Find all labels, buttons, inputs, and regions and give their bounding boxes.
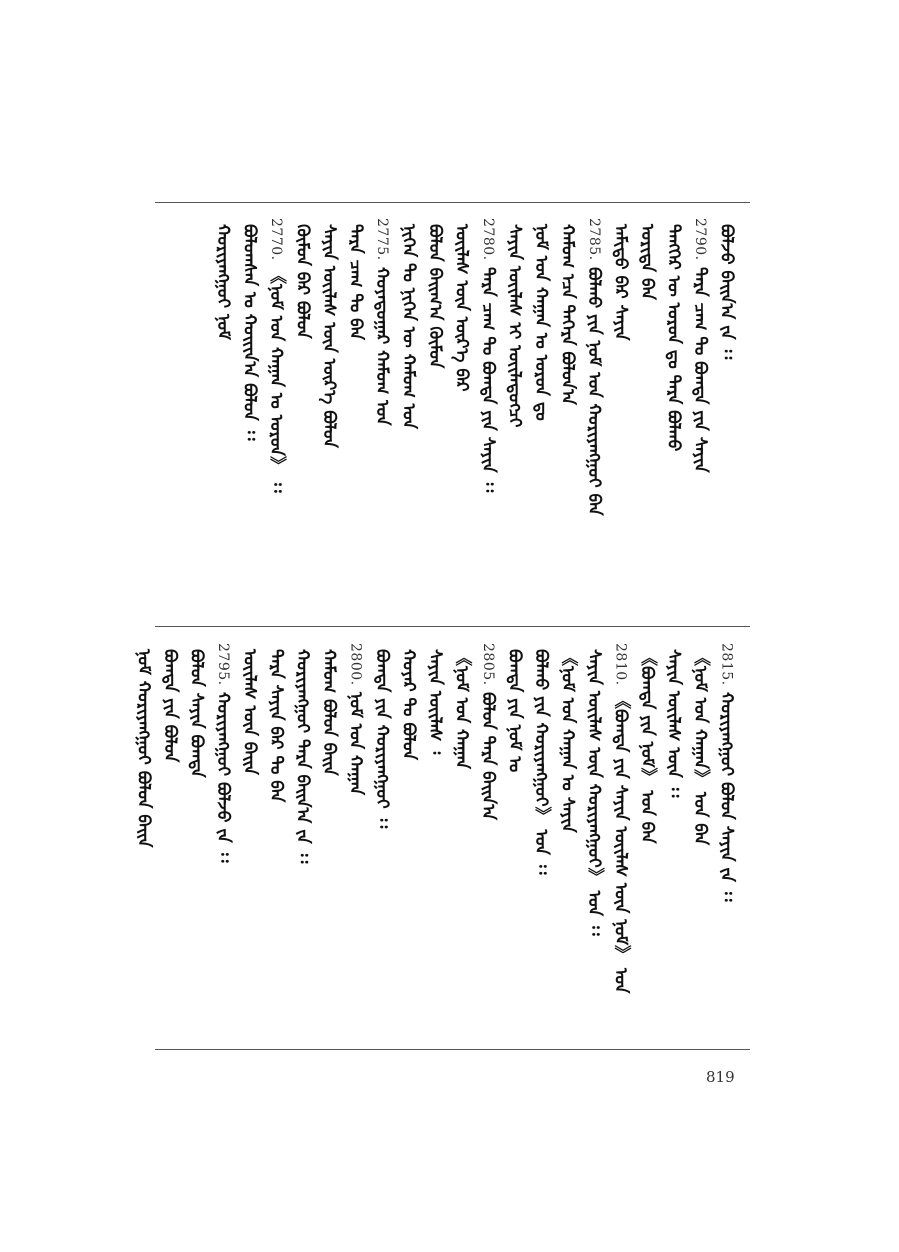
- verse-block-lower: [133, 643, 740, 1043]
- verse-column: [316, 218, 342, 448]
- line-number: 2805.: [480, 643, 496, 686]
- verse-text: ᠪᠣᠭᠳᠠ ᠶᠢᠨ ᠨᠣᠮ ᠤ: [504, 649, 525, 773]
- verse-column: [369, 643, 395, 828]
- verse-column: [581, 218, 607, 515]
- verse-text: ᠬᠣᠷᠢᠶᠠᠩᠭᠤᠢ ᠪᠣᠯᠵᠤ ᠵᠡ ᠄᠄: [213, 691, 233, 863]
- verse-column: [528, 643, 554, 875]
- verse-text: ᠰᠠᠶᠢᠨ ᠦᠢᠯᠡᠰ ᠦᠨ ᠦᠷ᠎ᠡ ᠪᠣᠯᠤᠨ: [319, 224, 339, 448]
- verse-column: [608, 218, 634, 341]
- verse-column: [422, 218, 448, 368]
- bottom-rule: [155, 1049, 750, 1050]
- verse-column: [502, 218, 528, 427]
- verse-column: [475, 643, 501, 820]
- verse-text: ᠪᠣᠯᠤᠨ ᠲᠡᠷᠡ ᠪᠠᠢᠨ᠎ᠠ: [478, 691, 498, 820]
- verse-column: [422, 643, 448, 754]
- verse-text: 《ᠨᠣᠮ ᠤᠨ ᠬᠠᠭᠠᠨ ᠤ ᠣᠷᠣᠨ》 ᠄᠄: [266, 266, 286, 493]
- line-number: 2810.: [612, 643, 629, 686]
- verse-text: ᠦᠢᠯᠡᠰ ᠦᠨ ᠪᠠᠢᠨ: [239, 649, 260, 775]
- line-number: 2775.: [374, 218, 390, 261]
- verse-text: 《ᠨᠣᠮ ᠤᠨ ᠬᠠᠭᠠᠨ: [451, 649, 472, 770]
- verse-text: ᠪᠣᠯᠬᠤ ᠶᠢᠨ ᠬᠤᠷᠢᠶᠠᠩᠭᠤᠢ》 ᠤᠨ ᠄᠄: [531, 649, 551, 875]
- verse-text: 《ᠨᠣᠮ ᠤᠨ ᠬᠠᠭᠠᠨ ᠤ ᠰᠠᠶᠢᠨ: [557, 649, 578, 833]
- verse-column: [581, 643, 607, 936]
- verse-text: ᠲᠡᠷᠡ ᠰᠠᠶᠢᠨ ᠪᠠᠷ ᠲᠤ ᠪᠠᠨ: [266, 649, 286, 803]
- line-number: 2800.: [347, 643, 364, 686]
- verse-column: [237, 218, 263, 440]
- verse-column: [634, 218, 660, 300]
- verse-column: [555, 643, 581, 833]
- verse-text: ᠨᠣᠮ ᠬᠤᠷᠢᠶᠠᠩᠭᠤᠢ ᠪᠣᠯᠤᠨ ᠪᠠᠢᠨ: [133, 649, 154, 848]
- page-number: 819: [706, 1068, 735, 1086]
- verse-text: 《ᠨᠣᠮ ᠤᠨ ᠬᠠᠭᠠᠨ》 ᠤᠨ ᠪᠠᠨ: [690, 649, 710, 846]
- verse-column: [634, 643, 660, 844]
- verse-text: ᠪᠣᠭᠳᠠ ᠶᠢᠨ ᠬᠤᠷᠢᠶᠠᠩᠭᠤᠢ ᠄᠄: [372, 649, 392, 829]
- verse-column: [661, 643, 687, 797]
- verse-text: ᠤᠷᠢᠳᠠ ᠪᠠᠨ: [637, 224, 657, 300]
- verse-column: [502, 643, 528, 772]
- verse-column: [290, 218, 316, 339]
- verse-column: [714, 218, 740, 359]
- verse-column: [555, 218, 581, 405]
- line-number: 2780.: [480, 218, 496, 261]
- verse-text: ᠬᠣᠶᠠᠷ ᠲᠤ ᠪᠣᠯᠤᠨ: [398, 649, 419, 761]
- verse-text: ᠨᠣᠮ ᠤᠨ ᠬᠠᠭᠠᠨ ᠤ ᠣᠷᠣᠨ ᠳᠤ: [531, 224, 551, 421]
- verse-column: [475, 218, 501, 492]
- verse-column: [449, 643, 475, 769]
- verse-text: ᠰᠠᠶᠢᠨ ᠦᠢᠯᠡᠰ ᠢ ᠦᠢᠯᠡᠳᠦᠭᠴᠢ: [504, 224, 525, 428]
- verse-text: ᠬᠠᠮᠤᠭ ᠪᠣᠯᠤᠨ ᠪᠠᠢᠨ: [319, 649, 339, 776]
- line-number: 2790.: [692, 218, 708, 261]
- verse-text: ᠬᠦᠮᠦᠨ ᠪᠠᠷ ᠪᠣᠯᠤᠨ: [292, 224, 313, 339]
- verse-column: [210, 643, 236, 862]
- verse-text: ᠬᠣᠷᠢᠶᠠᠩᠭᠤᠢ ᠪᠣᠯᠤᠨ ᠰᠠᠶᠢᠨ ᠵᠡ ᠄᠄: [716, 691, 737, 902]
- verse-text: ᠨᠣᠮ ᠤᠨ ᠬᠠᠭᠠᠨ: [345, 691, 366, 795]
- verse-text: ᠪᠣᠯᠤᠨ ᠰᠠᠶᠢᠨ ᠪᠣᠭᠳᠠ: [186, 649, 207, 778]
- verse-column: [396, 218, 422, 429]
- verse-column: [184, 643, 210, 778]
- verse-column: [316, 643, 342, 776]
- verse-column: [528, 218, 554, 421]
- verse-text: ᠲᠡᠩᠭᠡᠷ ᠦ ᠣᠷᠣᠨ ᠳᠤ ᠲᠡᠷᠡ ᠪᠣᠯᠬᠤ: [663, 224, 684, 452]
- verse-text: ᠨᠢᠭᠡᠨ ᠲᠤ ᠨᠢᠭᠡᠨ ᠦ ᠬᠠᠮᠤᠭ ᠤᠨ: [398, 224, 419, 430]
- line-number: 2815.: [718, 643, 735, 686]
- verse-text: ᠪᠣᠯᠵᠤ ᠪᠠᠢᠨ᠎ᠠ ᠵᠡ ᠄᠄: [716, 224, 737, 360]
- verse-text: ᠰᠠᠶᠢᠨ ᠦᠢᠯᠡᠰ ᠦᠨ ᠄᠄: [663, 649, 684, 798]
- verse-column: [263, 643, 289, 802]
- line-number: 2785.: [586, 218, 602, 261]
- verse-column: [687, 218, 713, 472]
- verse-text: ᠪᠣᠯᠤᠨ ᠪᠠᠢᠭ᠎ᠠ ᠬᠦᠮᠦᠨ: [425, 224, 445, 369]
- verse-text: ᠪᠣᠭᠳᠠ ᠶᠢᠨ ᠪᠣᠯᠤᠨ: [160, 649, 180, 763]
- verse-column: [608, 643, 634, 993]
- verse-column: [369, 218, 395, 425]
- verse-text: 《ᠪᠣᠭᠳᠠ ᠶᠢᠨ ᠰᠠᠶᠢᠨ ᠦᠢᠯᠡᠰ ᠦᠨ ᠨᠣᠮ》 ᠤᠨ: [610, 691, 631, 993]
- verse-text: ᠲᠡᠷᠡ ᠴᠠᠭ ᠲᠤ ᠪᠠᠨ: [345, 224, 366, 341]
- verse-text: ᠬᠣᠶᠠᠳᠤᠭᠠᠷ ᠬᠠᠮᠤᠭ ᠤᠨ: [372, 266, 392, 426]
- verse-text: ᠰᠠᠶᠢᠨ ᠦᠢᠯᠡᠰ ᠦᠨ ᠬᠤᠷᠢᠶᠠᠩᠭᠤᠢ》 ᠤᠨ ᠄᠄: [584, 649, 604, 936]
- verse-column: [131, 643, 157, 847]
- verse-text: ᠪᠣᠯᠤᠭᠰᠠᠨ ᠤ ᠬᠣᠢᠢᠨ᠎ᠠ ᠪᠣᠯᠤᠨ ᠄᠄: [239, 224, 260, 441]
- verse-text: ᠲᠡᠷᠡ ᠴᠠᠭ ᠲᠤ ᠪᠣᠭᠳᠠ ᠶᠢᠨ ᠰᠠᠶᠢᠨ: [690, 266, 710, 473]
- verse-text: ᠲᠡᠷᠡ ᠴᠠᠭ ᠲᠤ ᠪᠣᠭᠳᠠ ᠶᠢᠨ ᠰᠠᠶᠢᠨ ᠄᠄: [478, 266, 498, 492]
- verse-text: ᠬᠣᠷᠢᠶᠠᠩᠭᠤᠢ ᠲᠡᠷᠡ ᠪᠠᠢᠨ᠎ᠠ ᠵᠡ ᠄᠄: [292, 649, 313, 864]
- verse-column: [687, 643, 713, 845]
- verse-column: [263, 218, 289, 492]
- verse-block-upper: [140, 218, 740, 618]
- line-number: 2770.: [268, 218, 284, 261]
- verse-text: ᠬᠠᠮᠤᠭ ᠡᠴᠡ ᠳᠡᠭᠡᠷᠡ ᠪᠣᠯᠤᠨ᠎ᠠ: [557, 224, 578, 405]
- verse-column: [157, 643, 183, 762]
- verse-text: 《ᠪᠣᠭᠳᠠ ᠶᠢᠨ ᠨᠣᠮ》 ᠤᠨ ᠪᠠᠨ: [637, 649, 657, 844]
- verse-text: ᠦᠢᠯᠡᠰ ᠦᠨ ᠦᠷ᠎ᠡ ᠪᠠᠷ: [451, 224, 472, 392]
- top-rule: [155, 202, 750, 203]
- verse-text: ᠬᠣᠷᠢᠶᠠᠩᠭᠤᠢ ᠨᠣᠮ: [213, 224, 233, 340]
- verse-column: [449, 218, 475, 392]
- verse-text: ᠰᠠᠶᠢᠨ ᠦᠢᠯᠡᠰ ᠄: [425, 649, 445, 755]
- verse-text: ᠠᠮᠢᠳᠤ ᠪᠡᠷ ᠰᠠᠶᠢᠨ: [610, 224, 631, 341]
- middle-rule: [155, 626, 750, 627]
- verse-column: [396, 643, 422, 760]
- verse-column: [343, 218, 369, 340]
- verse-column: [343, 643, 369, 795]
- verse-column: [290, 643, 316, 863]
- verse-column: [714, 643, 740, 901]
- verse-column: [210, 218, 236, 340]
- verse-column: [237, 643, 263, 775]
- line-number: 2795.: [215, 643, 231, 686]
- verse-column: [661, 218, 687, 451]
- verse-text: ᠪᠣᠯᠬᠤ ᠶᠢᠨ ᠨᠣᠮ ᠤᠨ ᠬᠤᠷᠢᠶᠠᠩᠭᠤᠢ ᠪᠠᠨ: [584, 266, 604, 516]
